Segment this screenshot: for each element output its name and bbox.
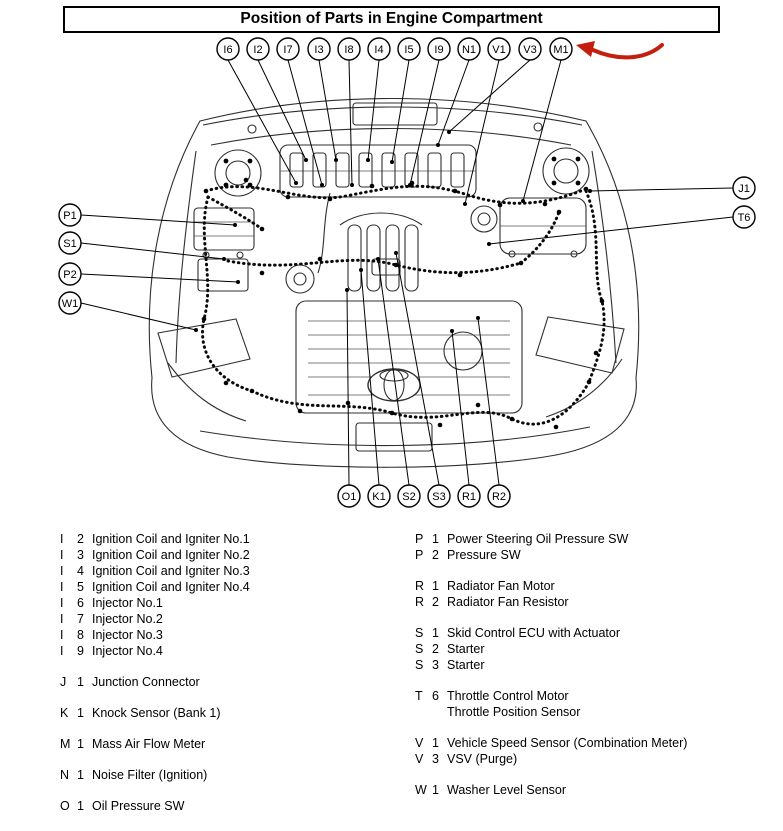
diagram-title — [63, 6, 720, 33]
legend-code-letter: S — [415, 626, 424, 640]
legend-code-number: 2 — [77, 532, 84, 546]
red-arrow-head — [576, 41, 595, 57]
callout-I2 — [247, 38, 269, 60]
legend-part-name: Noise Filter (Ignition) — [92, 768, 208, 782]
legend-part-name: Radiator Fan Resistor — [447, 595, 569, 609]
strut-tower-left — [215, 150, 261, 196]
callout-label: I9 — [434, 44, 444, 56]
legend-part-name: Mass Air Flow Meter — [92, 737, 206, 751]
callout-label: J1 — [738, 183, 750, 195]
legend-code-letter: I — [60, 628, 64, 642]
legend-right-column — [415, 531, 780, 814]
callout-label: I3 — [314, 44, 324, 56]
callout-I6 — [217, 38, 239, 60]
legend-row — [60, 798, 415, 814]
legend-code-letter: K — [60, 706, 69, 720]
headlight-right — [536, 317, 624, 373]
legend-row — [60, 627, 415, 643]
legend-code-letter: I — [60, 644, 64, 658]
callout-P1 — [59, 204, 81, 226]
callout-I3 — [308, 38, 330, 60]
callout-label: S3 — [432, 491, 446, 503]
legend-part-name: Starter — [447, 658, 485, 672]
legend-code-letter — [415, 704, 432, 720]
legend-row — [60, 674, 415, 690]
legend-code-letter: W — [415, 783, 427, 797]
legend-row — [60, 736, 415, 752]
callout-O1 — [338, 485, 360, 507]
legend-code-letter: I — [60, 548, 64, 562]
callout-I8 — [338, 38, 360, 60]
legend-code-letter: R — [415, 595, 425, 609]
legend-part-name: Junction Connector — [92, 675, 200, 689]
license-plate-area — [356, 423, 432, 451]
legend-code-number: 5 — [77, 580, 84, 594]
legend-code-letter: I — [60, 564, 64, 578]
callout-label: S2 — [402, 491, 416, 503]
legend-code-number: 6 — [77, 596, 84, 610]
legend-part-name: Injector No.3 — [92, 628, 163, 642]
legend-code-letter: I — [60, 580, 64, 594]
legend-code-number: 9 — [77, 644, 84, 658]
legend-code-number: 3 — [432, 752, 439, 766]
legend-code-number: 1 — [77, 768, 84, 782]
callout-S3 — [428, 485, 450, 507]
callout-I4 — [368, 38, 390, 60]
callout-J1 — [733, 177, 755, 199]
legend-part-name: Pressure SW — [447, 548, 521, 562]
alternator — [286, 265, 314, 293]
callout-label: I5 — [404, 44, 414, 56]
legend-row — [415, 782, 780, 798]
callout-W1 — [59, 292, 81, 314]
callout-I7 — [277, 38, 299, 60]
legend-code-number: 7 — [77, 612, 84, 626]
legend-row — [60, 643, 415, 659]
legend-code-number: 4 — [77, 564, 84, 578]
legend-row — [415, 735, 780, 751]
legend-code-letter: T — [415, 689, 423, 703]
legend-code-letter: J — [60, 675, 67, 689]
callout-I9 — [428, 38, 450, 60]
callout-K1 — [368, 485, 390, 507]
legend-code-letter: P — [415, 548, 424, 562]
legend-code-letter: N — [60, 768, 70, 782]
legend-code-letter: V — [415, 752, 424, 766]
callout-label: I7 — [283, 44, 293, 56]
callout-label: K1 — [372, 491, 386, 503]
legend-part-name: Throttle Position Sensor — [447, 705, 581, 719]
legend-part-name: Ignition Coil and Igniter No.1 — [92, 532, 250, 546]
legend-code-number: 1 — [77, 737, 84, 751]
legend-part-name: Oil Pressure SW — [92, 799, 185, 813]
legend-part-name: Ignition Coil and Igniter No.2 — [92, 548, 250, 562]
callout-S1 — [59, 232, 81, 254]
legend-part-name: Skid Control ECU with Actuator — [447, 626, 620, 640]
callout-label: W1 — [61, 298, 79, 310]
callout-label: P1 — [63, 210, 77, 222]
legend-code-letter: P — [415, 532, 424, 546]
legend-code-number: 1 — [77, 799, 84, 813]
callout-label: R1 — [461, 491, 477, 503]
callout-label: M1 — [553, 44, 569, 56]
callout-S2 — [398, 485, 420, 507]
legend-code-number — [432, 704, 447, 720]
legend-code-number: 1 — [432, 532, 439, 546]
legend-part-name: Radiator Fan Motor — [447, 579, 555, 593]
legend-part-name: Injector No.4 — [92, 644, 163, 658]
legend-left-column — [60, 531, 415, 814]
callout-label: N1 — [461, 44, 477, 56]
legend-code-number: 6 — [432, 689, 439, 703]
callout-P2 — [59, 263, 81, 285]
legend-row — [60, 705, 415, 721]
legend — [60, 531, 783, 814]
legend-code-number: 1 — [432, 783, 439, 797]
legend-row-continuation — [415, 704, 780, 720]
legend-row — [415, 657, 780, 673]
callout-I5 — [398, 38, 420, 60]
legend-code-number: 2 — [432, 595, 439, 609]
legend-code-letter: I — [60, 612, 64, 626]
legend-code-letter: O — [60, 799, 70, 813]
legend-part-name: Injector No.1 — [92, 596, 163, 610]
legend-code-number: 8 — [77, 628, 84, 642]
legend-row — [60, 595, 415, 611]
callout-label: I2 — [253, 44, 263, 56]
air-cleaner-box — [500, 198, 586, 257]
legend-part-name: Injector No.2 — [92, 612, 163, 626]
callout-label: V1 — [492, 44, 506, 56]
legend-code-letter: S — [415, 658, 424, 672]
legend-row — [415, 547, 780, 563]
legend-row — [60, 767, 415, 783]
callout-T6 — [733, 206, 755, 228]
legend-part-name: Ignition Coil and Igniter No.3 — [92, 564, 250, 578]
legend-part-name: VSV (Purge) — [447, 752, 518, 766]
strut-tower-right — [543, 148, 589, 194]
legend-code-letter: R — [415, 579, 425, 593]
legend-row — [415, 751, 780, 767]
legend-code-number: 3 — [77, 548, 84, 562]
legend-row — [415, 688, 780, 704]
legend-part-name: Starter — [447, 642, 485, 656]
callout-label: I8 — [344, 44, 354, 56]
legend-code-letter: S — [415, 642, 424, 656]
legend-code-number: 1 — [432, 626, 439, 640]
callout-label: I6 — [223, 44, 233, 56]
callout-R2 — [488, 485, 510, 507]
legend-row — [415, 641, 780, 657]
callout-M1 — [550, 38, 572, 60]
legend-code-number: 2 — [432, 548, 439, 562]
throttle-body — [471, 206, 497, 232]
callout-label: I4 — [374, 44, 384, 56]
legend-part-name: Knock Sensor (Bank 1) — [92, 706, 221, 720]
callouts — [59, 38, 755, 507]
callout-label: T6 — [737, 212, 751, 224]
legend-part-name: Ignition Coil and Igniter No.4 — [92, 580, 250, 594]
legend-code-number: 1 — [77, 675, 84, 689]
legend-code-number: 3 — [432, 658, 439, 672]
legend-row — [415, 625, 780, 641]
legend-code-letter: I — [60, 532, 64, 546]
legend-row — [60, 563, 415, 579]
legend-part-name: Power Steering Oil Pressure SW — [447, 532, 629, 546]
callout-V3 — [519, 38, 541, 60]
legend-part-name: Vehicle Speed Sensor (Combination Meter) — [447, 736, 688, 750]
legend-row — [415, 531, 780, 547]
callout-label: S1 — [63, 238, 77, 250]
callout-label: P2 — [63, 269, 77, 281]
red-arrow-annotation — [576, 41, 662, 57]
legend-code-number: 1 — [77, 706, 84, 720]
legend-code-letter: V — [415, 736, 424, 750]
legend-code-number: 1 — [432, 736, 439, 750]
legend-code-letter: M — [60, 737, 71, 751]
legend-row — [60, 531, 415, 547]
callout-R1 — [458, 485, 480, 507]
legend-code-letter: I — [60, 596, 64, 610]
callout-label: O1 — [341, 491, 357, 503]
legend-part-name: Throttle Control Motor — [447, 689, 569, 703]
legend-code-number: 1 — [432, 579, 439, 593]
legend-row — [415, 594, 780, 610]
callout-label: V3 — [523, 44, 537, 56]
callout-V1 — [488, 38, 510, 60]
callout-label: R2 — [491, 491, 507, 503]
legend-row — [60, 547, 415, 563]
legend-code-number: 2 — [432, 642, 439, 656]
bumper-line — [200, 427, 590, 446]
legend-row — [60, 579, 415, 595]
diagram-title-text: Position of Parts in Engine Compartment — [240, 10, 543, 27]
legend-part-name: Washer Level Sensor — [447, 783, 567, 797]
legend-row — [415, 578, 780, 594]
legend-row — [60, 611, 415, 627]
engine-compartment-diagram — [0, 33, 783, 523]
callout-N1 — [458, 38, 480, 60]
